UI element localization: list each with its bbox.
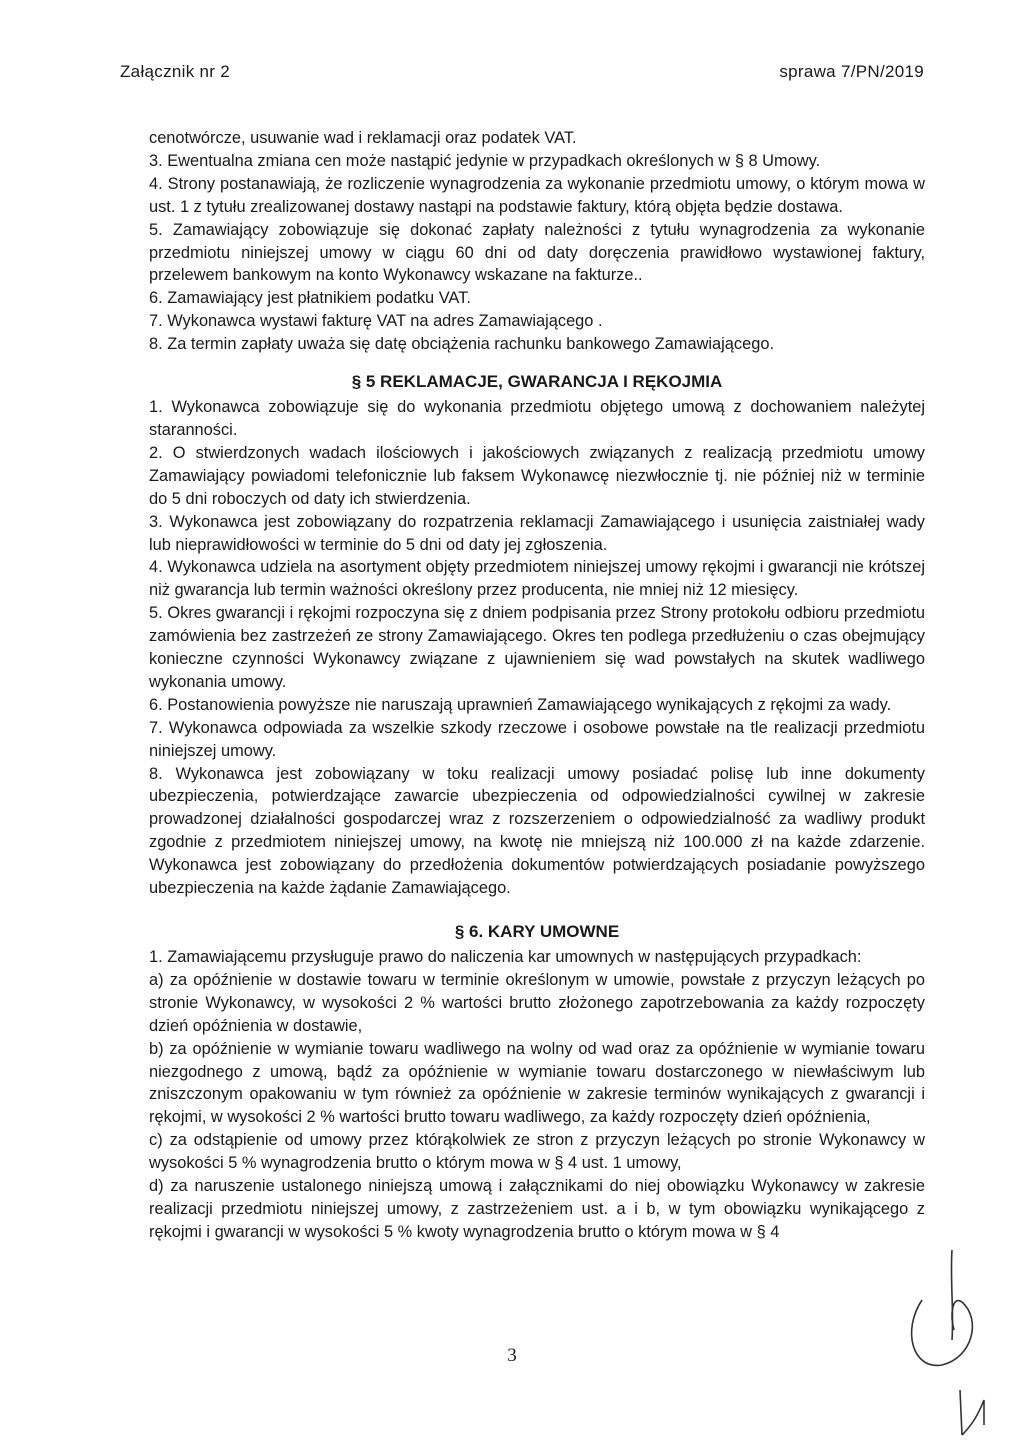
paragraph: a) za opóźnienie w dostawie towaru w terminie określonym w umowie, powstałe z przyczyn leżących po stronie Wykonawcy, w wysokości 2 % wartości brutto złożonego zapotrzebowania za każdy rozpoczęty dzień opóźnienia w dostawie, xyxy=(149,970,925,1035)
paragraph: 5. Okres gwarancji i rękojmi rozpoczyna się z dniem podpisania przez Strony protokołu odbioru przedmiotu zamówienia bez zastrzeżeń ze strony Zamawiającego. Okres ten podlega przedłużeniu o czas obejmujący konieczne czynności Wykonawcy związane z ujawnieniem się wad powstałych na skutek wadliwego wykonania umowy. xyxy=(149,604,925,691)
paragraph: 4. Strony postanawiają, że rozliczenie wynagrodzenia za wykonanie przedmiotu umowy, o którym mowa w ust. 1 z tytułu zrealizowanej dostawy nastąpi na podstawie faktury, którą objęta będzie dostawa. xyxy=(149,174,925,216)
paragraph: 6. Zamawiający jest płatnikiem podatku VAT. xyxy=(149,289,471,308)
paragraph: cenotwórcze, usuwanie wad i reklamacji oraz podatek VAT. xyxy=(149,129,577,147)
page-number: 3 xyxy=(507,1345,517,1366)
paragraph: 7. Wykonawca odpowiada za wszelkie szkody rzeczowe i osobowe powstałe na tle realizacji przedmiotu niniejszej umowy. xyxy=(149,718,925,760)
section-heading: § 6. KARY UMOWNE xyxy=(454,922,620,941)
handwritten-initials xyxy=(892,1240,1002,1440)
paragraph: c) za odstąpienie od umowy przez którąkolwiek ze stron z przyczyn leżących po stronie Wykonawcy w wysokości 5 % wynagrodzenia brutto o którym mowa w § 4 ust. 1 umowy, xyxy=(149,1131,925,1173)
paragraph: 8. Za termin zapłaty uważa się datę obciążenia rachunku bankowego Zamawiającego. xyxy=(149,335,775,354)
case-number: sprawa 7/PN/2019 xyxy=(779,62,924,81)
paragraph: b) za opóźnienie w wymianie towaru wadliwego na wolny od wad oraz za opóźnienie w wymianie towaru niezgodnego z umową, bądź za opóźnienie w wymianie towaru dostarczonego w niewłaściwym lub zniszczonym opakowaniu w tym również za opóźnienie w zakresie terminów wynikających z gwarancji i rękojmi, w wysokości 2 % wartości brutto towaru wadliwego, za każdy rozpoczęty dzień opóźnienia, xyxy=(149,1039,925,1127)
paragraph: 4. Wykonawca udziela na asortyment objęty przedmiotem niniejszej umowy rękojmi i gwarancji nie krótszej niż gwarancja lub termin ważności określony przez producenta, nie mniej niż 12 miesięcy. xyxy=(149,558,925,600)
paragraph: 8. Wykonawca jest zobowiązany w toku realizacji umowy posiadać polisę lub inne dokumenty ubezpieczenia, potwierdzające zawarcie ubezpieczenia od odpowiedzialności cywilnej w zakresie prowadzonej działalności gospodarczej wraz z rozszerzeniem o odpowiedzialność za wadliwy produkt zgodnie z przedmiotem niniejszej umowy, na kwotę nie mniejszą niż 100.000 zł na każde zdarzenie. Wykonawca jest zobowiązany do przedłożenia dokumentów potwierdzających posiadanie powyższego ubezpieczenia na każde żądanie Zamawiającego. xyxy=(149,764,925,898)
paragraph: 6. Postanowienia powyższe nie naruszają uprawnień Zamawiającego wynikających z rękojmi za wady. xyxy=(149,695,892,714)
paragraph: 7. Wykonawca wystawi fakturę VAT na adres Zamawiającego . xyxy=(149,312,603,331)
paragraph: 2. O stwierdzonych wadach ilościowych i jakościowych związanych z realizacją przedmiotu umowy Zamawiający powiadomi telefonicznie lub faksem Wykonawcę niezwłocznie tj. nie później niż w terminie do 5 dni roboczych od daty ich stwierdzenia. xyxy=(149,443,925,508)
paragraph: 1. Wykonawca zobowiązuje się do wykonania przedmiotu objętego umową z dochowaniem należytej staranności. xyxy=(149,398,925,439)
paragraph: 3. Ewentualna zmiana cen może nastąpić jedynie w przypadkach określonych w § 8 Umowy. xyxy=(149,151,821,170)
document-body xyxy=(149,127,925,1244)
attachment-label: Załącznik nr 2 xyxy=(120,62,231,81)
paragraph: 1. Zamawiającemu przysługuje prawo do naliczenia kar umownych w następujących przypadkach: xyxy=(149,948,862,966)
paragraph: d) za naruszenie ustalonego niniejszą umową i załącznikami do niej obowiązku Wykonawcy w zakresie realizacji przedmiotu niniejszej umowy, z zastrzeżeniem ust. a i b, w tym obowiązku wynikającego z rękojmi i gwarancji w wysokości 5 % kwoty wynagrodzenia brutto o którym mowa w § 4 xyxy=(149,1177,925,1241)
paragraph: 5. Zamawiający zobowiązuje się dokonać zapłaty należności z tytułu wynagrodzenia za wykonanie przedmiotu niniejszej umowy w ciągu 60 dni od daty doręczenia prawidłowo wystawionej faktury, przelewem bankowym na konto Wykonawcy wskazane na fakturze.. xyxy=(149,220,925,285)
paragraph: 3. Wykonawca jest zobowiązany do rozpatrzenia reklamacji Zamawiającego i usunięcia zaistniałej wady lub nieprawidłowości w terminie do 5 dni od daty jej zgłoszenia. xyxy=(149,512,925,554)
section-heading: § 5 REKLAMACJE, GWARANCJA I RĘKOJMIA xyxy=(351,372,723,392)
